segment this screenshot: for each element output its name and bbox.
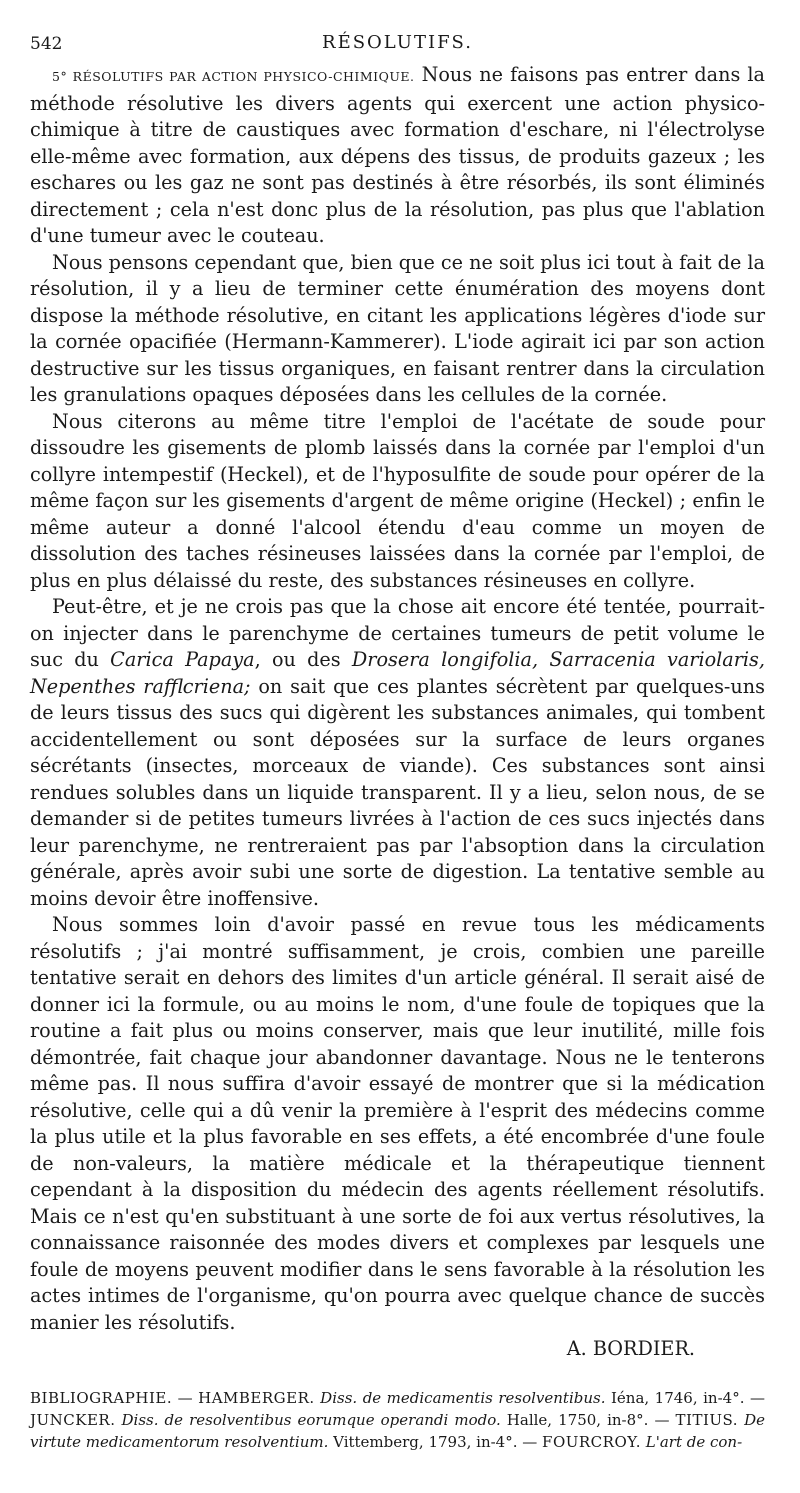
separator: —	[172, 1388, 199, 1407]
paragraph-text: Nous citerons au même titre l'emploi de l'acétate de soude pour dissoudre les gisements de plomb laissés dans la cornée par l'emploi d'un collyre intempestif (Heckel), et de l'hyposulfite de soude pour opérer de la même façon sur les gisements d'argent de même origine (Heckel) ; enfin le même auteur a donné l'alcool étendu d'eau comme un moyen de dissolution des taches résineuses laissées dans la cornée par l'emploi, de plus en plus délaissé du reste, des substances résineuses en collyre.	[30, 409, 765, 592]
bib-publication: Iéna, 1746, in-4°. —	[605, 1388, 765, 1407]
paragraph-5	[30, 912, 765, 1336]
paragraph-text: on sait que ces plantes sécrètent par quelques-uns de leurs tissus des sucs qui digèrent les substances animales, qui tombent accidentellement ou sont déposées sur la surface de leurs organes sécrétants (insectes, morceaux de viande). Ces substances sont ainsi rendues solubles dans un liquide transparent. Il y a lieu, selon nous, de se demander si de petites tumeurs livrées à l'action de ces sucs injectés dans leur parenchyme, ne rentreraient pas par l'absoption dans la circulation générale, après avoir subi une sorte de digestion. La tentative semble au moins devoir être inoffensive.	[30, 674, 765, 910]
bib-title: Diss. de medicamentis resolventibus.	[314, 1388, 606, 1407]
bib-publication: Vittemberg, 1793, in-4°. —	[328, 1432, 543, 1451]
page-number: 542	[30, 34, 63, 54]
paragraph-text: Nous sommes loin d'avoir passé en revue tous les médicaments résolutifs ; j'ai montré suffisamment, je crois, combien une pareille tentative serait en dehors des limites d'un article général. Il serait aisé de donner ici la formule, ou au moins le nom, d'une foule de topiques que la routine a fait plus ou moins conserver, mais que leur inutilité, mille fois démontrée, fait chaque jour abandonner davantage. Nous ne le tenterons même pas. Il nous suffira d'avoir essayé de montrer que si la médication résolutive, celle qui a dû venir la première à l'esprit des médecins comme la plus utile et la plus favorable en ses effets, a été encombrée d'une foule de non-valeurs, la matière médicale et la thérapeutique tiennent cependant à la disposition du médecin des agents réellement résolutifs. Mais ce n'est qu'en substituant à une sorte de foi aux vertus résolutives, la connaissance raisonnée des modes divers et complexes par lesquels une foule de moyens peuvent modifier dans le sens favorable à la résolution les actes intimes de l'organisme, qu'on pourra avec quelque chance de succès manier les résolutifs.	[30, 913, 765, 1334]
bib-author: FOURCROY.	[542, 1432, 641, 1451]
species-name: Carica Papaya	[110, 648, 255, 671]
bib-title: Diss. de resolventibus eorumque operandi modo.	[115, 1410, 501, 1429]
species-name: Drosera longifolia, Sarracenia variolaris, Nepenthes rafflcriena;	[30, 648, 766, 698]
article-body	[30, 62, 765, 1363]
paragraph-text: Peut-être, et je ne crois pas que la chose ait encore été tentée, pourrait-on injecter dans le parenchyme de certaines tumeurs de petit volume le suc du	[30, 595, 765, 671]
paragraph-2	[30, 250, 765, 409]
bibliography-label: BIBLIOGRAPHIE.	[30, 1388, 173, 1407]
paragraph-1	[30, 62, 765, 250]
section-heading: 5° RÉSOLUTIFS PAR ACTION PHYSICO-CHIMIQUE.	[52, 69, 415, 84]
bib-title: De virtute medicamentorum resolventium.	[30, 1410, 765, 1451]
signature-name: A. BORDIER.	[566, 1337, 695, 1360]
paragraph-text: Nous ne faisons pas entrer dans la méthode résolutive les divers agents qui exercent une action physico-chimique à titre de caustiques avec formation d'eschare, ni l'électrolyse elle-même avec formation, aux dépens des tissus, de produits gazeux ; les eschares ou les gaz ne sont pas destinés à être résorbés, ils sont éliminés directement ; cela n'est donc plus de la résolution, pas plus que l'ablation d'une tumeur avec le couteau.	[30, 63, 765, 247]
bib-title: L'art de con-	[640, 1432, 743, 1451]
paragraph-text: Nous pensons cependant que, bien que ce ne soit plus ici tout à fait de la résolution, il y a lieu de terminer cette énumération des moyens dont dispose la méthode résolutive, en citant les applications légères d'iode sur la cornée opacifiée (Hermann-Kammerer). L'iode agirait ici par son action destructive sur les tissus organiques, en faisant rentrer dans la circulation les granulations opaques déposées dans les cellules de la cornée.	[30, 250, 765, 406]
running-head: RÉSOLUTIFS.	[322, 32, 473, 53]
paragraph-4	[30, 594, 765, 912]
paragraph-text: , ou des	[254, 648, 352, 671]
page	[30, 28, 765, 1453]
bib-publication: Halle, 1750, in-8°. —	[500, 1410, 676, 1429]
bib-author: JUNCKER.	[30, 1410, 116, 1429]
bibliography	[30, 1387, 765, 1453]
bib-author: TITIUS.	[675, 1410, 739, 1429]
paragraph-3	[30, 409, 765, 595]
author-signature	[30, 1336, 765, 1363]
bib-author: HAMBERGER.	[198, 1388, 315, 1407]
page-header	[30, 28, 765, 62]
